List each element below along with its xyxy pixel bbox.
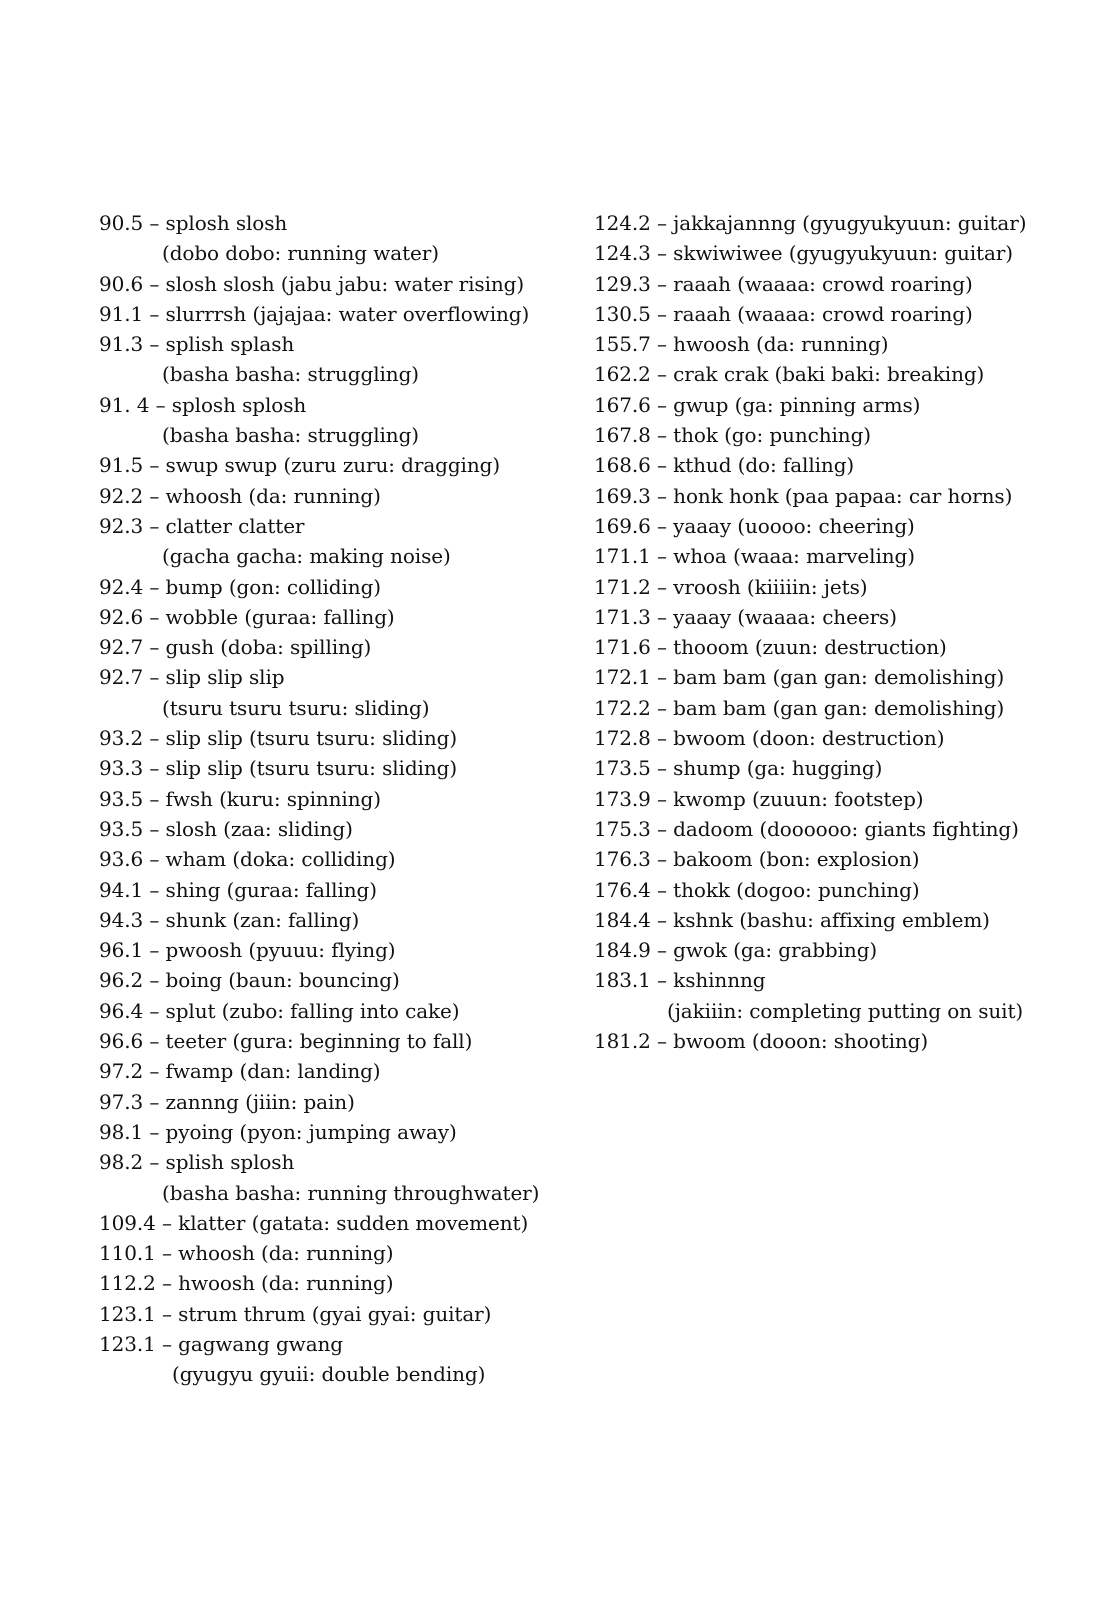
sfx-entry: 184.4 – kshnk (bashu: affixing emblem) — [594, 907, 990, 932]
sfx-entry: 93.3 – slip slip (tsuru tsuru: sliding) — [99, 756, 458, 781]
sfx-entry: 96.2 – boing (baun: bouncing) — [99, 968, 400, 993]
sfx-entry: 171.3 – yaaay (waaaa: cheers) — [594, 604, 897, 629]
sfx-entry: 92.6 – wobble (guraa: falling) — [99, 604, 395, 629]
sfx-entry: 91. 4 – splosh splosh — [99, 392, 307, 417]
sfx-entry-continuation: (basha basha: struggling) — [162, 423, 419, 448]
sfx-entry: 167.8 – thok (go: punching) — [594, 423, 871, 448]
sfx-entry: 93.2 – slip slip (tsuru tsuru: sliding) — [99, 726, 458, 751]
sfx-entry: 96.1 – pwoosh (pyuuu: flying) — [99, 938, 396, 963]
sfx-entry: 93.6 – wham (doka: colliding) — [99, 847, 396, 872]
sfx-entry: 94.3 – shunk (zan: falling) — [99, 907, 360, 932]
sfx-entry: 93.5 – slosh (zaa: sliding) — [99, 816, 353, 841]
sfx-entry: 94.1 – shing (guraa: falling) — [99, 877, 377, 902]
sfx-entry: 167.6 – gwup (ga: pinning arms) — [594, 392, 921, 417]
sfx-entry: 172.2 – bam bam (gan gan: demolishing) — [594, 695, 1005, 720]
sfx-entry: 92.7 – slip slip slip — [99, 665, 285, 690]
sfx-entry: 96.6 – teeter (gura: beginning to fall) — [99, 1029, 473, 1054]
right-column — [594, 208, 1026, 1056]
sfx-entry: 90.5 – splosh slosh — [99, 211, 288, 235]
sfx-entry: 110.1 – whoosh (da: running) — [99, 1241, 394, 1266]
sfx-entry-continuation: (dobo dobo: running water) — [162, 241, 439, 266]
sfx-entry: 169.6 – yaaay (uoooo: cheering) — [594, 513, 915, 538]
sfx-entry: 171.2 – vroosh (kiiiiin: jets) — [594, 574, 868, 599]
sfx-entry: 168.6 – kthud (do: falling) — [594, 453, 855, 478]
sfx-entry: 171.1 – whoa (waaa: marveling) — [594, 544, 915, 569]
sfx-entry: 92.2 – whoosh (da: running) — [99, 483, 381, 508]
sfx-entry: 184.9 – gwok (ga: grabbing) — [594, 938, 878, 963]
sfx-entry-continuation: (jakiiin: completing putting on suit) — [667, 998, 1024, 1023]
sfx-entry-continuation: (tsuru tsuru tsuru: sliding) — [162, 695, 430, 720]
sfx-entry: 91.5 – swup swup (zuru zuru: dragging) — [99, 453, 501, 478]
sfx-entry: 123.1 – strum thrum (gyai gyai: guitar) — [99, 1301, 492, 1326]
sfx-entry: 97.3 – zannng (jiiin: pain) — [99, 1089, 355, 1114]
sfx-entry: 96.4 – splut (zubo: falling into cake) — [99, 998, 460, 1023]
sfx-entry: 109.4 – klatter (gatata: sudden movement) — [99, 1210, 529, 1235]
sfx-entry: 91.3 – splish splash — [99, 332, 295, 357]
sfx-entry: 92.4 – bump (gon: colliding) — [99, 574, 381, 599]
sfx-entry: 172.8 – bwoom (doon: destruction) — [594, 726, 945, 751]
sfx-entry-continuation: (gyugyu gyuii: double bending) — [172, 1362, 486, 1387]
sfx-entry: 124.3 – skwiwiwee (gyugyukyuun: guitar) — [594, 241, 1013, 266]
sfx-entry: 155.7 – hwoosh (da: running) — [594, 332, 889, 357]
sfx-entry-continuation: (basha basha: running throughwater) — [162, 1180, 540, 1205]
sfx-entry-continuation: (basha basha: struggling) — [162, 362, 419, 387]
sfx-entry: 91.1 – slurrrsh (jajajaa: water overflowing) — [99, 301, 530, 326]
sfx-entry: 123.1 – gagwang gwang — [99, 1331, 344, 1356]
sfx-entry: 171.6 – thooom (zuun: destruction) — [594, 635, 947, 660]
sfx-entry: 90.6 – slosh slosh (jabu jabu: water rising) — [99, 271, 525, 296]
sfx-entry: 169.3 – honk honk (paa papaa: car horns) — [594, 483, 1013, 508]
sfx-entry: 98.2 – splish splosh — [99, 1150, 295, 1175]
sfx-entry: 172.1 – bam bam (gan gan: demolishing) — [594, 665, 1005, 690]
sfx-entry: 175.3 – dadoom (doooooo: giants fighting) — [594, 816, 1019, 841]
sfx-entry: 92.3 – clatter clatter — [99, 513, 305, 538]
sfx-entry: 112.2 – hwoosh (da: running) — [99, 1271, 394, 1296]
sfx-entry: 124.2 – jakkajannng (gyugyukyuun: guitar) — [594, 211, 1027, 235]
sfx-entry: 176.3 – bakoom (bon: explosion) — [594, 847, 920, 872]
sfx-entry: 176.4 – thokk (dogoo: punching) — [594, 877, 920, 902]
sfx-entry: 183.1 – kshinnng — [594, 968, 766, 993]
sfx-entry: 130.5 – raaah (waaaa: crowd roaring) — [594, 301, 973, 326]
sfx-entry: 93.5 – fwsh (kuru: spinning) — [99, 786, 381, 811]
left-column — [99, 208, 539, 1390]
sfx-entry: 162.2 – crak crak (baki baki: breaking) — [594, 362, 985, 387]
sfx-entry: 92.7 – gush (doba: spilling) — [99, 635, 372, 660]
sfx-entry: 173.5 – shump (ga: hugging) — [594, 756, 883, 781]
sfx-entry: 181.2 – bwoom (dooon: shooting) — [594, 1029, 929, 1054]
sfx-entry: 173.9 – kwomp (zuuun: footstep) — [594, 786, 924, 811]
sfx-entry-continuation: (gacha gacha: making noise) — [162, 544, 451, 569]
sfx-entry: 97.2 – fwamp (dan: landing) — [99, 1059, 381, 1084]
sfx-entry: 98.1 – pyoing (pyon: jumping away) — [99, 1119, 457, 1144]
sfx-entry: 129.3 – raaah (waaaa: crowd roaring) — [594, 271, 973, 296]
